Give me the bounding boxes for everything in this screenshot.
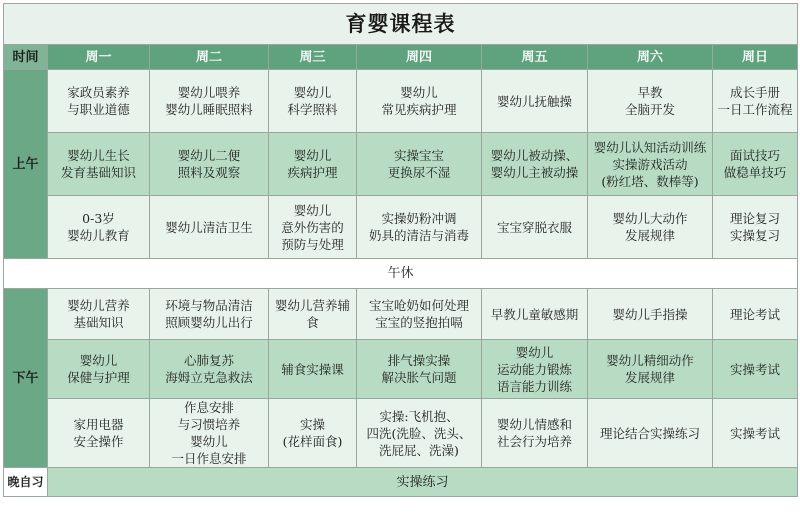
course-cell: 婴幼儿认知活动训练 实操游戏活动 (粉红塔、数棒等) bbox=[593, 139, 707, 189]
course-cell: 家用电器 安全操作 bbox=[73, 417, 124, 449]
course-cell: 实操考试 bbox=[729, 361, 780, 377]
period-afternoon-label: 下午 bbox=[4, 289, 48, 468]
header-sunday: 周日 bbox=[713, 45, 798, 70]
header-tuesday: 周二 bbox=[150, 45, 269, 70]
course-cell: 婴幼儿营养辅 食 bbox=[274, 298, 350, 330]
period-evening-label: 晚自习 bbox=[4, 468, 48, 497]
course-cell: 婴幼儿 疾病护理 bbox=[287, 148, 338, 180]
header-time: 时间 bbox=[4, 45, 48, 70]
course-cell: 实操宝宝 更换尿不湿 bbox=[387, 148, 451, 180]
schedule-table bbox=[3, 3, 798, 497]
course-cell: 实操 (花样面食) bbox=[282, 417, 343, 449]
afternoon-row-2 bbox=[4, 340, 798, 399]
course-cell: 心肺复苏 海姆立克急救法 bbox=[165, 353, 253, 385]
course-cell: 婴幼儿 科学照料 bbox=[287, 85, 338, 117]
course-cell: 婴幼儿 运动能力锻炼 语言能力训练 bbox=[496, 344, 572, 394]
afternoon-row-3 bbox=[4, 399, 798, 468]
course-cell: 环境与物品清洁 照顾婴幼儿出行 bbox=[165, 298, 253, 330]
header-thursday: 周四 bbox=[357, 45, 482, 70]
course-cell: 婴幼儿二便 照料及观察 bbox=[177, 148, 241, 180]
header-monday: 周一 bbox=[48, 45, 150, 70]
morning-row-2 bbox=[4, 133, 798, 196]
course-cell: 理论结合实操练习 bbox=[599, 425, 700, 441]
noon-break-row bbox=[4, 259, 798, 289]
course-cell: 早教 全脑开发 bbox=[624, 85, 675, 117]
afternoon-row-1 bbox=[4, 289, 798, 340]
morning-row-3 bbox=[4, 196, 798, 259]
course-cell: 婴幼儿 保健与护理 bbox=[67, 353, 130, 385]
schedule-document bbox=[3, 3, 797, 512]
course-cell: 婴幼儿情感和 社会行为培养 bbox=[496, 417, 572, 449]
course-cell: 宝宝穿脱衣服 bbox=[496, 219, 572, 235]
period-morning-label: 上午 bbox=[4, 70, 48, 259]
course-cell: 家政员素养 与职业道德 bbox=[67, 85, 130, 117]
course-cell: 婴幼儿清洁卫生 bbox=[165, 219, 253, 235]
course-cell: 早教儿童敏感期 bbox=[490, 306, 579, 322]
course-cell: 0-3岁 婴幼儿教育 bbox=[67, 211, 130, 243]
course-cell: 婴幼儿营养 基础知识 bbox=[67, 298, 130, 330]
course-cell: 婴幼儿喂养 婴幼儿睡眠照料 bbox=[165, 85, 253, 117]
course-cell: 面试技巧 做稳单技巧 bbox=[723, 148, 787, 180]
course-cell: 辅食实操课 bbox=[281, 361, 344, 377]
evening-row bbox=[4, 468, 798, 497]
course-cell: 理论考试 bbox=[729, 306, 780, 322]
course-cell: 成长手册 一日工作流程 bbox=[717, 85, 793, 117]
course-cell: 婴幼儿抚触操 bbox=[496, 93, 572, 109]
course-cell: 婴幼儿被动操、 婴幼儿主被动操 bbox=[490, 148, 579, 180]
course-cell: 理论复习 实操复习 bbox=[729, 211, 780, 243]
course-cell: 婴幼儿精细动作 发展规律 bbox=[606, 353, 694, 385]
morning-row-1 bbox=[4, 70, 798, 133]
course-cell: 婴幼儿生长 发育基础知识 bbox=[60, 148, 136, 180]
header-friday: 周五 bbox=[482, 45, 588, 70]
header-wednesday: 周三 bbox=[269, 45, 357, 70]
evening-study-value: 实操练习 bbox=[48, 468, 798, 497]
course-cell: 婴幼儿 常见疾病护理 bbox=[381, 85, 457, 117]
course-cell: 婴幼儿 意外伤害的 预防与处理 bbox=[281, 202, 344, 252]
course-cell: 排气操实操 解决胀气问题 bbox=[381, 353, 457, 385]
course-cell: 实操考试 bbox=[729, 425, 780, 441]
course-cell: 宝宝呛奶如何处理 宝宝的竖抱拍嗝 bbox=[368, 298, 469, 330]
course-cell: 婴幼儿大动作 发展规律 bbox=[612, 211, 688, 243]
course-cell: 实操:飞机抱、 四洗(洗脸、洗头、 洗屁屁、洗澡) bbox=[366, 408, 472, 458]
course-cell: 婴幼儿手指操 bbox=[612, 306, 688, 322]
page-title: 育婴课程表 bbox=[4, 4, 798, 45]
header-saturday: 周六 bbox=[588, 45, 713, 70]
course-cell: 实操奶粉冲调 奶具的清洁与消毒 bbox=[368, 211, 469, 243]
noon-break-label: 午休 bbox=[4, 259, 798, 289]
header-row bbox=[4, 45, 798, 70]
course-cell: 作息安排 与习惯培养 婴幼儿 一日作息安排 bbox=[171, 400, 247, 466]
